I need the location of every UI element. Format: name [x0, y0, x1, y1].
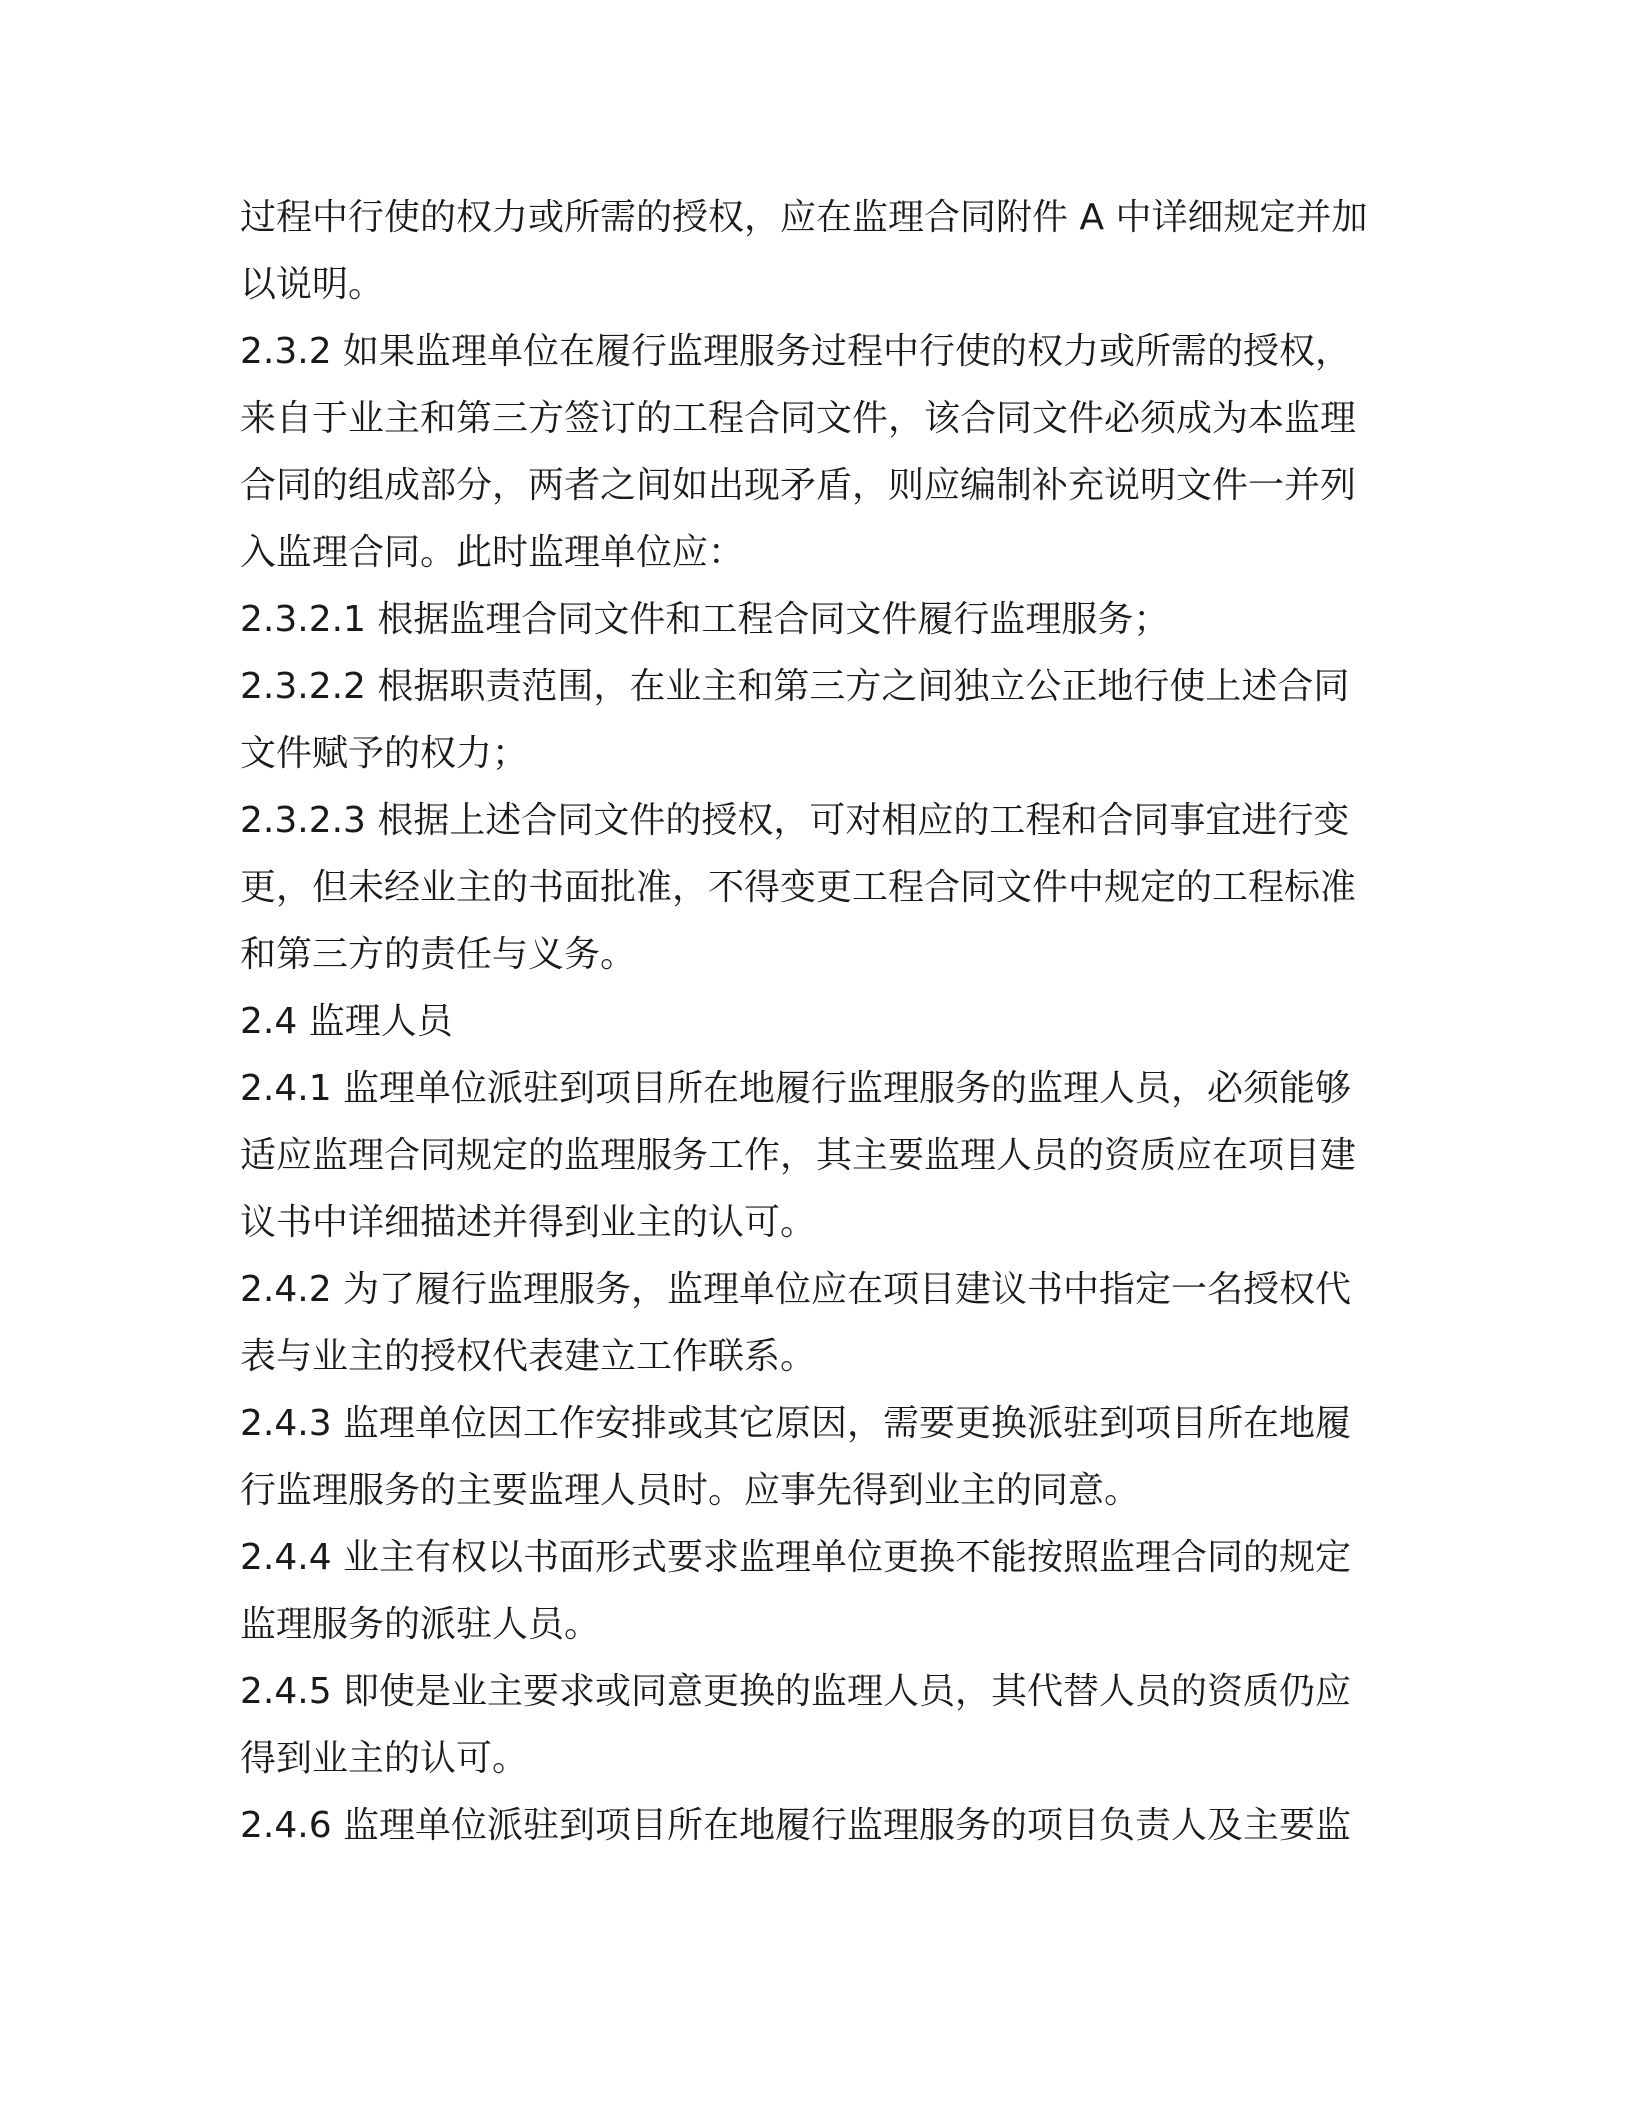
text-line: 2.3.2.2 根据职责范围，在业主和第三方之间独立公正地行使上述合同 [240, 666, 1350, 707]
text-line: 2.4.3 监理单位因工作安排或其它原因，需要更换派驻到项目所在地履 [240, 1403, 1352, 1444]
text-line: 入监理合同。此时监理单位应： [240, 532, 745, 573]
text-line: 以说明。 [240, 264, 385, 305]
document-body [240, 184, 1400, 1859]
text-line: 议书中详细描述并得到业主的认可。 [240, 1202, 817, 1243]
text-line: 2.3.2.1 根据监理合同文件和工程合同文件履行监理服务； [240, 599, 1170, 640]
text-line: 来自于业主和第三方签订的工程合同文件，该合同文件必须成为本监理 [240, 398, 1357, 439]
text-line: 行监理服务的主要监理人员时。应事先得到业主的同意。 [240, 1470, 1141, 1511]
text-line: 适应监理合同规定的监理服务工作，其主要监理人员的资质应在项目建 [240, 1135, 1357, 1176]
section-heading: 2.4 监理人员 [240, 1001, 453, 1042]
text-line: 和第三方的责任与义务。 [240, 934, 637, 975]
text-line: 2.3.2 如果监理单位在履行监理服务过程中行使的权力或所需的授权， [240, 331, 1352, 372]
text-line: 得到业主的认可。 [240, 1738, 529, 1779]
text-line: 表与业主的授权代表建立工作联系。 [240, 1336, 817, 1377]
text-line: 2.4.4 业主有权以书面形式要求监理单位更换不能按照监理合同的规定 [240, 1537, 1352, 1578]
text-line: 更，但未经业主的书面批准，不得变更工程合同文件中规定的工程标准 [240, 867, 1357, 908]
text-line: 2.4.2 为了履行监理服务，监理单位应在项目建议书中指定一名授权代 [240, 1269, 1352, 1310]
text-line: 2.4.1 监理单位派驻到项目所在地履行监理服务的监理人员，必须能够 [240, 1068, 1352, 1109]
text-line: 2.4.5 即使是业主要求或同意更换的监理人员，其代替人员的资质仍应 [240, 1671, 1352, 1712]
text-line: 2.3.2.3 根据上述合同文件的授权，可对相应的工程和合同事宜进行变 [240, 800, 1350, 841]
text-line: 监理服务的派驻人员。 [240, 1604, 601, 1645]
text-line: 过程中行使的权力或所需的授权，应在监理合同附件 A 中详细规定并加 [240, 197, 1368, 238]
text-line: 2.4.6 监理单位派驻到项目所在地履行监理服务的项目负责人及主要监 [240, 1805, 1352, 1846]
text-line: 文件赋予的权力； [240, 733, 529, 774]
text-line: 合同的组成部分，两者之间如出现矛盾，则应编制补充说明文件一并列 [240, 465, 1357, 506]
